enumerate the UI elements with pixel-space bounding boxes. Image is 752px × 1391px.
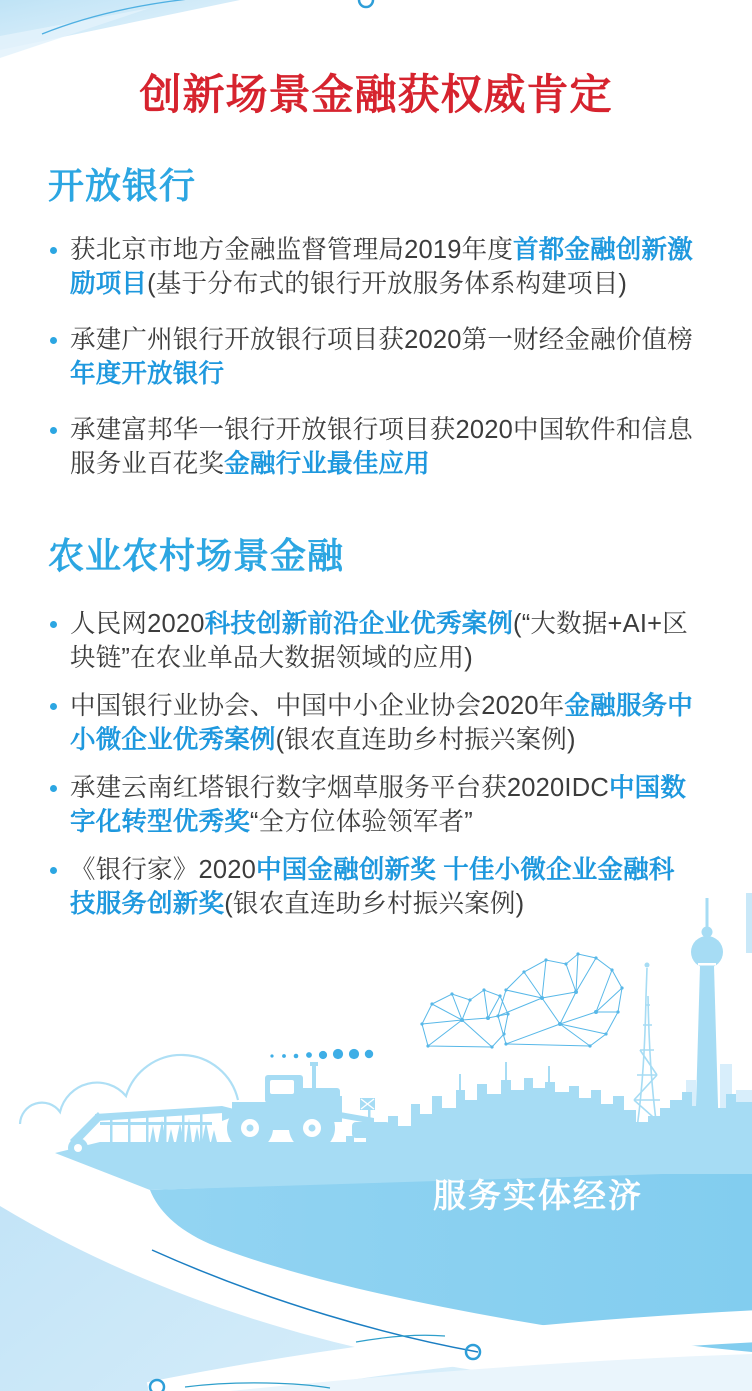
award-text xyxy=(70,771,700,839)
text-run: “全方位体验领军者” xyxy=(249,808,473,836)
text-run: 承建云南红塔银行数字烟草服务平台获2020IDC xyxy=(70,774,609,802)
section-rural-finance xyxy=(48,528,708,935)
text-run: (银农直连助乡村振兴案例) xyxy=(275,726,576,754)
award-item xyxy=(48,607,708,675)
text-run: 承建广州银行开放银行项目获2020第一财经金融价值榜 xyxy=(70,326,693,354)
bullet-dot-icon xyxy=(50,867,57,874)
text-run: (“大数据+AI+区块链”在农业单品大数据领域的应用) xyxy=(70,610,688,672)
highlight-run: 年度开放银行 xyxy=(70,360,225,388)
award-item xyxy=(48,233,708,301)
award-text xyxy=(70,607,700,675)
award-list xyxy=(48,233,708,481)
highlight-run: 中国数字化转型优秀奖 xyxy=(70,774,687,836)
text-run: (银农直连助乡村振兴案例) xyxy=(224,890,525,918)
data-cloud-small-icon xyxy=(420,988,509,1048)
section-open-banking xyxy=(48,158,708,503)
top-left-swoosh xyxy=(0,0,240,58)
bullet-dot-icon xyxy=(50,785,57,792)
award-item xyxy=(48,413,708,481)
page-title: 创新场景金融获权威肯定 xyxy=(139,71,613,118)
text-run: 中国银行业协会、中国中小企业协会2020年 xyxy=(70,692,565,720)
section-heading: 开放银行 xyxy=(48,165,197,206)
highlight-run: 中国金融创新奖 十佳小微企业金融科技服务创新奖 xyxy=(70,856,675,918)
right-edge-strip xyxy=(746,893,752,953)
text-run: 获北京市地方金融监督管理局2019年度 xyxy=(70,236,514,264)
highlight-run: 首都金融创新激励项目 xyxy=(70,236,693,298)
highlight-run: 金融行业最佳应用 xyxy=(224,450,430,478)
text-run: (基于分布式的银行开放服务体系构建项目) xyxy=(147,270,628,298)
text-run: 人民网2020 xyxy=(70,610,205,638)
bullet-dot-icon xyxy=(50,337,57,344)
award-list xyxy=(48,607,708,921)
footer-slogan: 服务实体经济 xyxy=(433,1177,643,1214)
data-cloud-large-icon xyxy=(496,952,623,1047)
award-item xyxy=(48,689,708,757)
highlight-run: 金融服务中小微企业优秀案例 xyxy=(70,692,693,754)
bullet-dot-icon xyxy=(50,703,57,710)
bullet-dot-icon xyxy=(50,427,57,434)
section-heading: 农业农村场景金融 xyxy=(48,535,345,576)
bullet-dot-icon xyxy=(50,247,57,254)
text-run: 承建富邦华一银行开放银行项目获2020中国软件和信息服务业百花奖 xyxy=(70,416,693,478)
dot-trail-icon xyxy=(270,1049,373,1059)
bullet-dot-icon xyxy=(50,621,57,628)
award-text xyxy=(70,323,700,391)
top-decoration xyxy=(0,0,752,70)
award-text xyxy=(70,233,700,301)
award-item xyxy=(48,771,708,839)
award-text xyxy=(70,413,700,481)
award-item xyxy=(48,323,708,391)
highlight-run: 科技创新前沿企业优秀案例 xyxy=(204,610,514,638)
ring-icon xyxy=(359,0,373,7)
city-skyline xyxy=(336,1062,752,1174)
award-text xyxy=(70,689,700,757)
text-run: 《银行家》2020 xyxy=(70,856,257,884)
bottom-illustration xyxy=(0,880,752,1391)
